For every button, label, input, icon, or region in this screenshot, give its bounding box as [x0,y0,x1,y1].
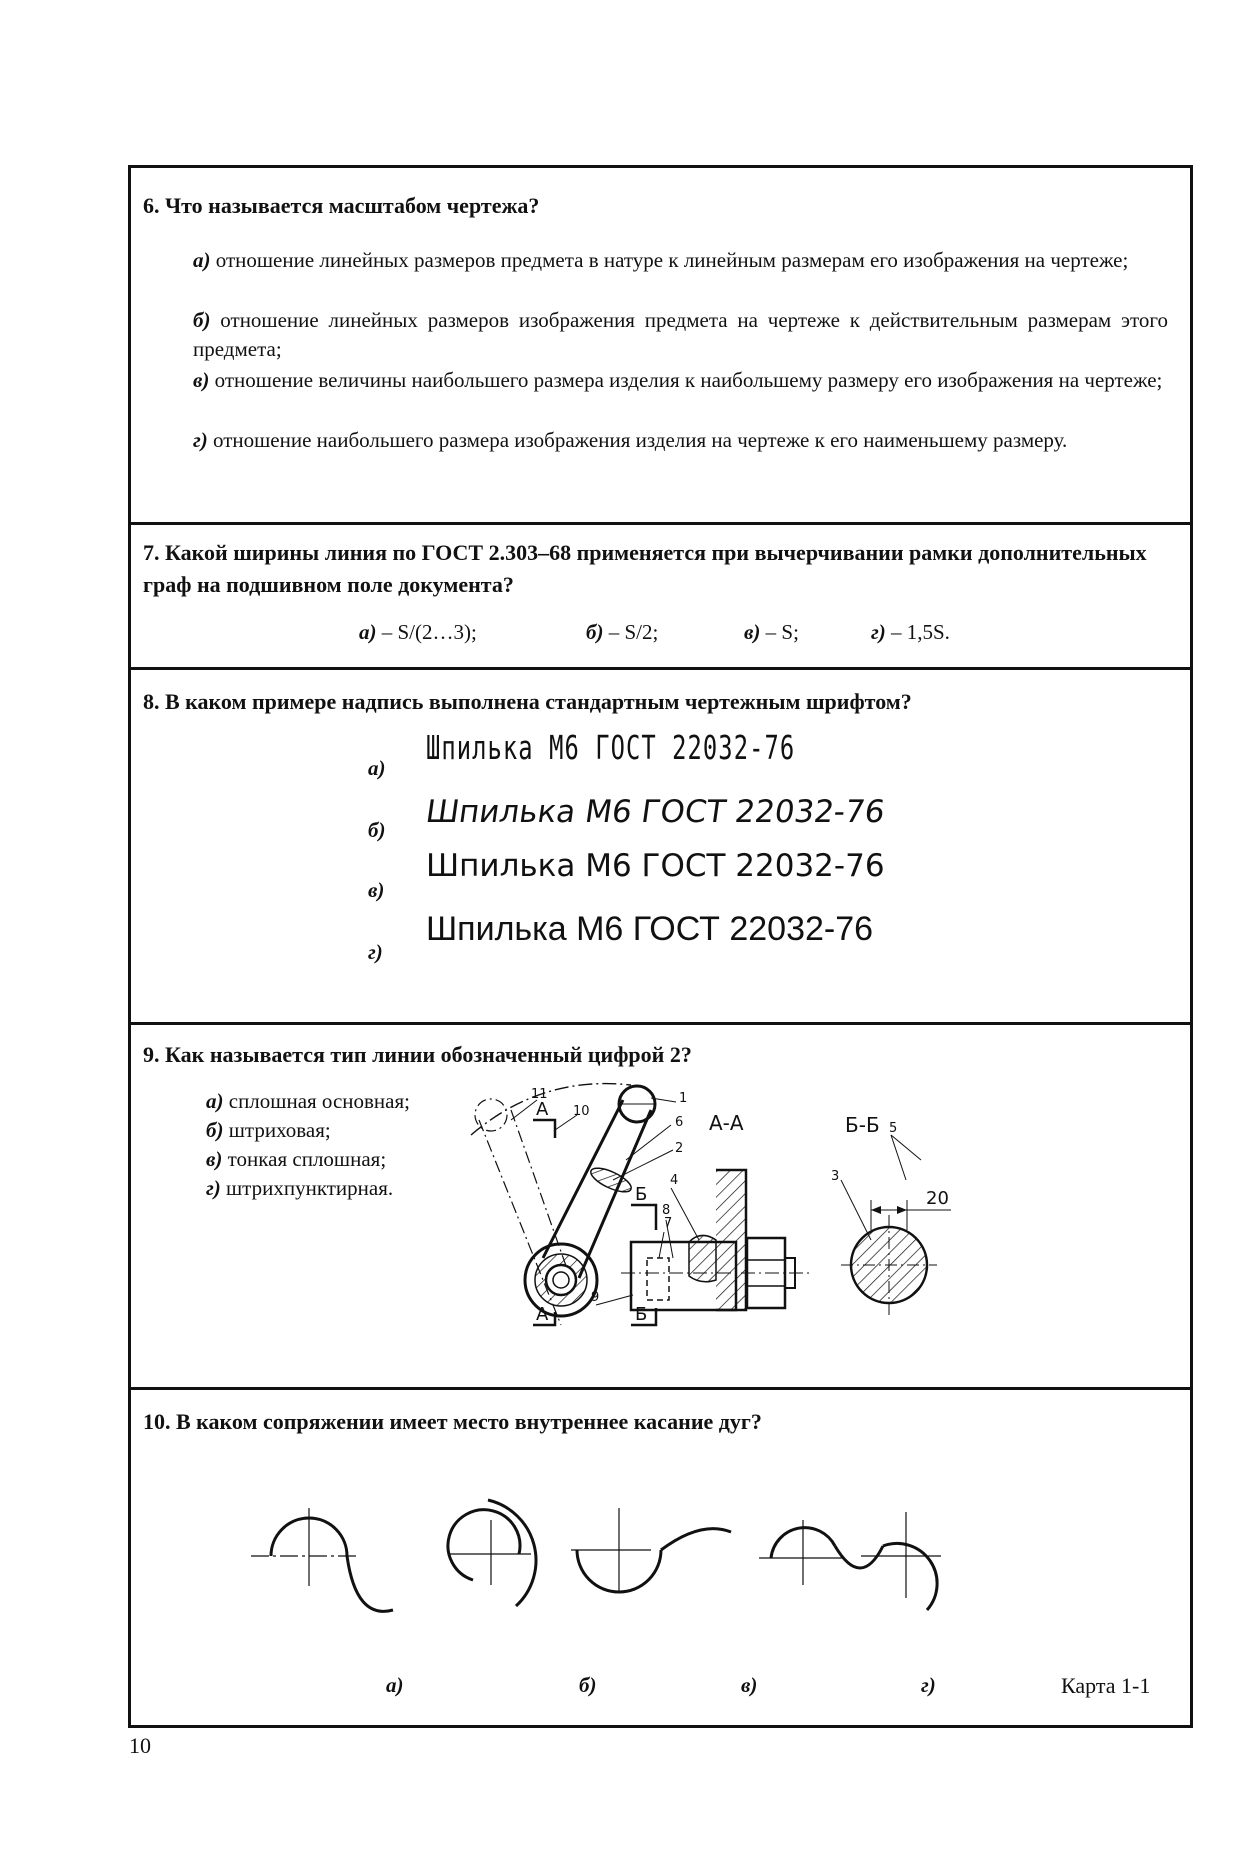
question-6-section [131,168,1190,525]
wall-plate [716,1170,746,1310]
arc-conjugation-figures [131,1450,1191,1670]
weld-bevel [689,1235,716,1281]
svg-text:9: 9 [591,1290,600,1305]
section-mark-a-top [533,1120,555,1138]
q6-option-d [193,426,1168,455]
option-text: – 1,5S. [885,620,950,644]
q9-option-d [206,1174,393,1203]
figure-b [448,1500,536,1606]
option-label: г) [206,1176,221,1200]
q8-sample-b: Шпилька М6 ГОСТ 22032-76 [423,794,888,830]
hub-bore [546,1265,576,1295]
option-label: г) [193,428,208,452]
svg-text:3: 3 [831,1169,840,1184]
q7-option-c [744,620,799,645]
option-label: а) [206,1089,224,1113]
card-label: Карта 1-1 [1061,1673,1151,1698]
section-b-b-title: Б-Б [845,1113,880,1137]
figure-a [251,1508,393,1611]
option-label: а) [359,620,377,644]
option-text: – S/2; [603,620,659,644]
option-label: б) [193,308,211,332]
q8-sample-d: Шпилька М6 ГОСТ 22032-76 [426,910,874,948]
phantom-knob [475,1099,507,1131]
section-letter-a-bottom: А [536,1304,549,1325]
figure-c [571,1508,731,1592]
q6-option-c [193,366,1168,395]
q8-label-a: а) [368,756,386,780]
option-label: а) [193,248,211,272]
svg-text:6: 6 [675,1115,684,1130]
travel-arc [471,1084,631,1135]
q8-label-d: г) [368,940,383,964]
shaft-hidden [647,1258,669,1300]
svg-text:8: 8 [662,1203,671,1218]
svg-text:10: 10 [573,1104,590,1119]
question-9-title: 9. Как называется тип линии обозначенный цифрой 2? [143,1042,692,1067]
q9-option-b [206,1116,331,1145]
option-text: отношение линейных размеров изображения предмета на чертеже к действительным размерам этого предмета; [193,308,1168,361]
option-label: в) [206,1147,223,1171]
q7-option-d [871,620,950,645]
q8-label-b: б) [368,818,386,842]
q6-option-b [193,306,1168,364]
option-label: б) [586,620,604,644]
q10-label-a: а) [386,1673,404,1697]
svg-text:4: 4 [670,1173,679,1188]
q8-sample-a: Шпилька М6 ГОСТ 22032-76 [426,728,796,767]
q9-option-a [206,1087,410,1116]
option-text: штрихпунктирная. [226,1176,394,1200]
q8-sample-c: Шпилька М6 ГОСТ 22032-76 [426,848,885,884]
question-8-section [131,670,1190,1025]
q8-label-c: в) [368,878,385,902]
page-number: 10 [129,1733,151,1758]
section-letter-b-top: Б [635,1184,648,1205]
option-label: в) [193,368,210,392]
test-card-frame [128,165,1193,1728]
question-7-section [131,525,1190,670]
section-letter-b-bottom: Б [635,1304,648,1325]
dimension-value: 20 [926,1188,949,1209]
option-text: – S/(2…3); [376,620,477,644]
svg-text:7: 7 [664,1216,673,1231]
option-label: г) [871,620,886,644]
question-9-section [131,1025,1190,1390]
svg-text:2: 2 [675,1141,684,1156]
question-8-title: 8. В каком примере надпись выполнена стандартным чертежным шрифтом? [143,689,912,714]
option-text: отношение линейных размеров предмета в натуре к линейным размерам его изображения на чертеже; [215,248,1129,272]
q9-option-c [206,1145,386,1174]
svg-text:5: 5 [889,1121,898,1136]
q7-option-b [586,620,658,645]
q10-label-c: в) [741,1673,758,1697]
section-a-a-title: А-А [709,1111,744,1135]
option-text: штриховая; [228,1118,331,1142]
section-letter-a-top: А [536,1099,549,1120]
option-label: б) [206,1118,224,1142]
option-text: отношение наибольшего размера изображения изделия на чертеже к его наименьшему размеру. [213,428,1068,452]
figure-d [759,1512,941,1610]
option-text: – S; [760,620,799,644]
lever-assembly-drawing [451,1080,1191,1380]
q7-option-a [359,620,477,645]
question-10-section [131,1390,1190,1725]
q6-option-a [193,246,1168,275]
option-text: отношение величины наибольшего размера изделия к наибольшему размеру его изображения на чертеже; [214,368,1163,392]
option-text: тонкая сплошная; [227,1147,387,1171]
option-label: в) [744,620,761,644]
question-6-title: 6. Что называется масштабом чертежа? [143,193,540,218]
section-mark-b-top [631,1205,656,1230]
option-text: сплошная основная; [228,1089,410,1113]
q10-label-b: б) [579,1673,597,1697]
question-10-title: 10. В каком сопряжении имеет место внутреннее касание дуг? [143,1409,762,1434]
question-7-title: 7. Какой ширины линия по ГОСТ 2.303–68 применяется при вычерчивании рамки дополнительных граф на подшивном поле документа? [143,540,1147,597]
q10-label-d: г) [921,1673,936,1697]
svg-text:1: 1 [679,1091,688,1106]
svg-text:11: 11 [531,1087,548,1102]
